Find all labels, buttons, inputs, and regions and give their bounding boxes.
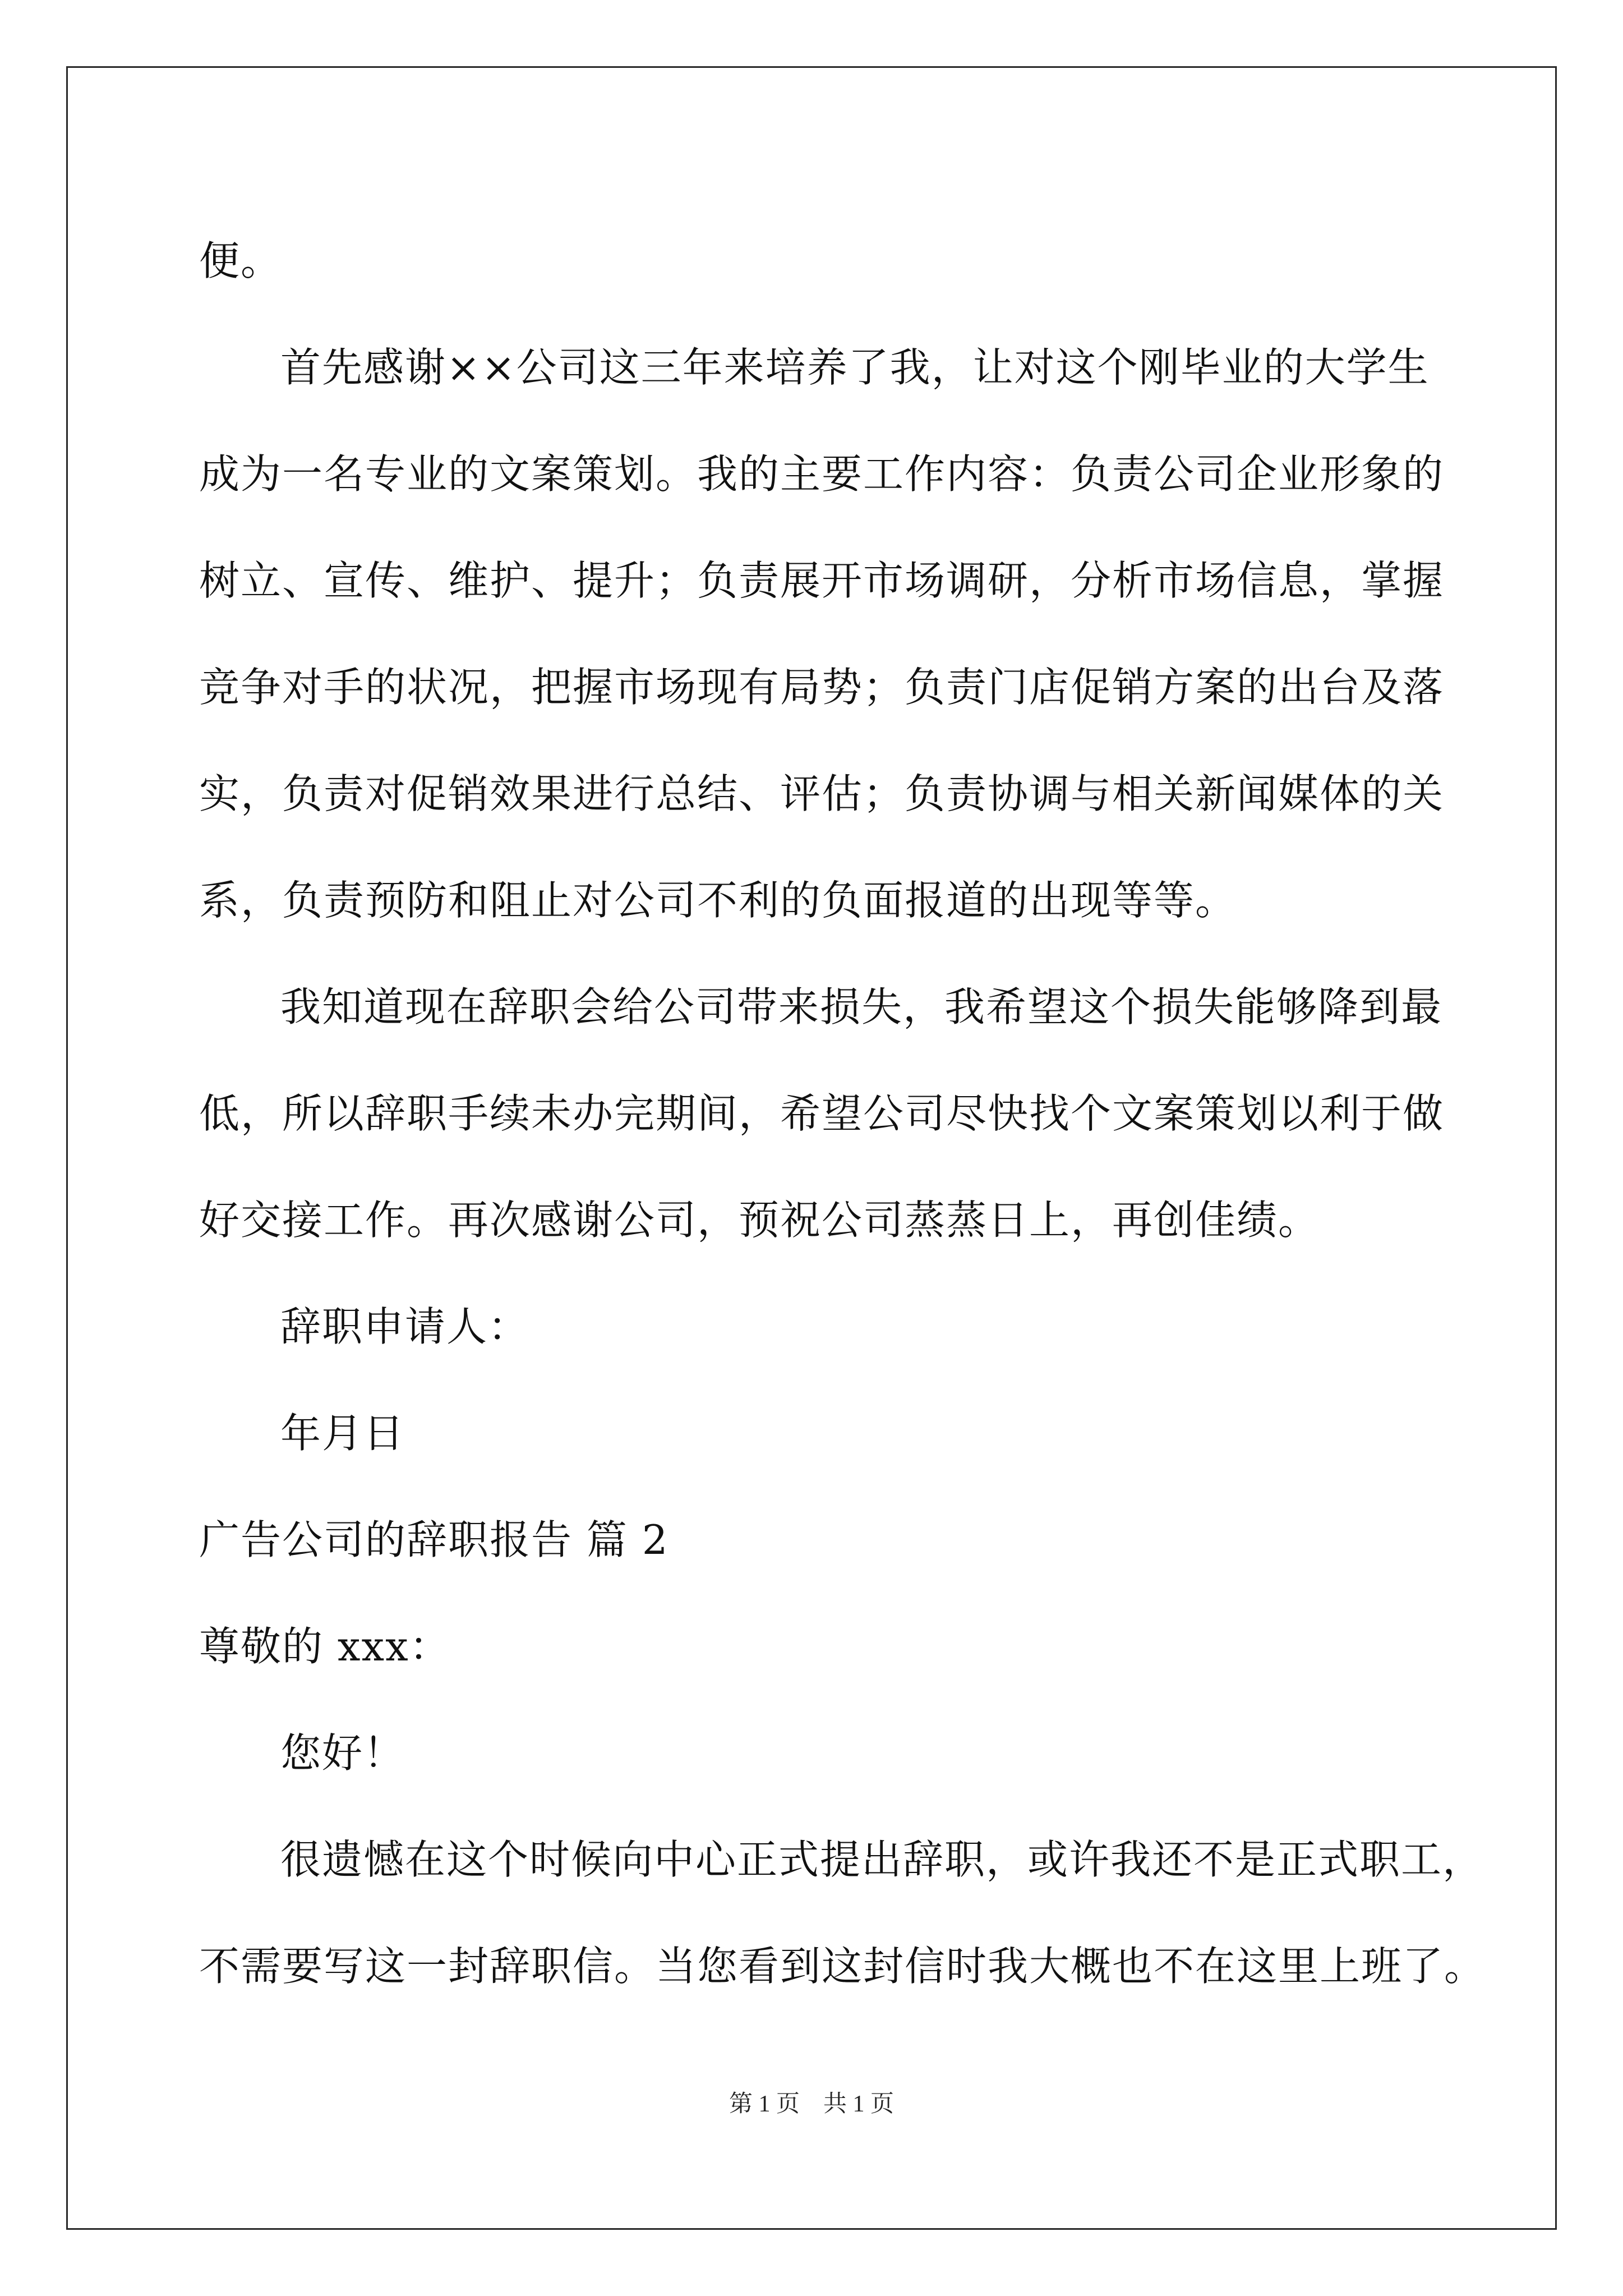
salutation: 尊敬的 xxx： — [199, 1623, 451, 1670]
text-line: 实，负责对促销效果进行总结、评估；负责协调与相关新闻媒体的关 — [199, 770, 1445, 817]
greeting: 您好！ — [280, 1729, 405, 1777]
text-line: 不需要写这一封辞职信。当您看到这封信时我大概也不在这里上班了。 — [199, 1943, 1486, 1990]
page-number: 第 1 页 共 1 页 — [728, 2091, 894, 2117]
text-line: 系，负责预防和阻止对公司不利的负面报道的出现等等。 — [199, 877, 1237, 924]
text-line: 便。 — [199, 237, 283, 284]
section-heading: 广告公司的辞职报告 篇 2 — [199, 1516, 669, 1563]
text-line: 成为一名专业的文案策划。我的主要工作内容：负责公司企业形象的 — [199, 450, 1445, 498]
text-line: 好交接工作。再次感谢公司，预祝公司蒸蒸日上，再创佳绩。 — [199, 1197, 1320, 1244]
text-line: 树立、宣传、维护、提升；负责展开市场调研，分析市场信息，掌握 — [199, 557, 1445, 604]
signature-label: 辞职申请人： — [280, 1303, 530, 1350]
text-line: 首先感谢××公司这三年来培养了我，让对这个刚毕业的大学生 — [280, 344, 1430, 391]
text-line: 很遗憾在这个时候向中心正式提出辞职，或许我还不是正式职工， — [280, 1836, 1484, 1883]
text-line: 竞争对手的状况，把握市场现有局势；负责门店促销方案的出台及落 — [199, 664, 1445, 711]
text-line: 低，所以辞职手续未办完期间，希望公司尽快找个文案策划以利于做 — [199, 1090, 1445, 1137]
text-line: 我知道现在辞职会给公司带来损失，我希望这个损失能够降到最 — [280, 983, 1443, 1030]
document-body — [199, 208, 1486, 2019]
date-line: 年月日 — [280, 1410, 405, 1457]
